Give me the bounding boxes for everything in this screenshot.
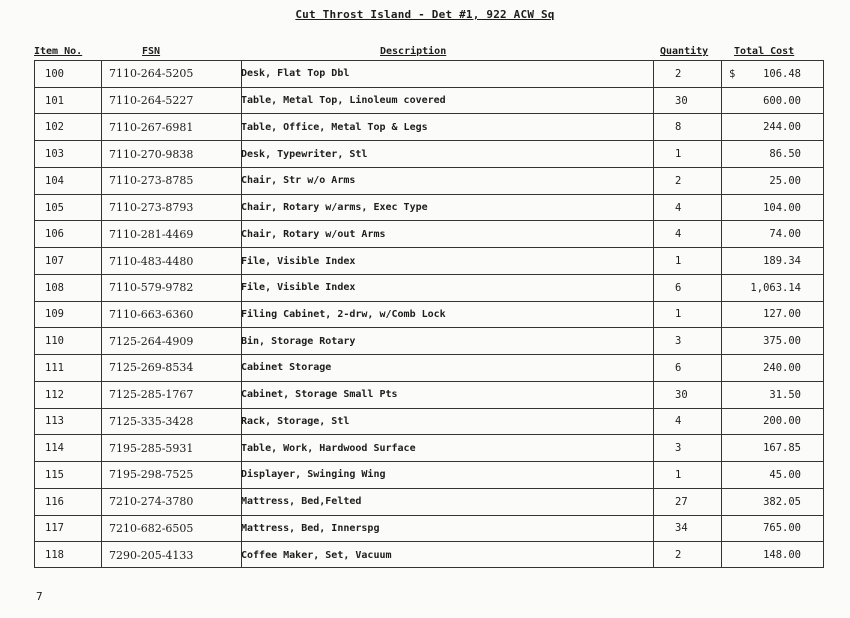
table-row: [35, 355, 823, 382]
fsn-number: 7110-483-4480: [109, 254, 194, 268]
fsn-number: 7290-205-4133: [109, 548, 194, 562]
fsn-number: 7110-663-6360: [109, 307, 194, 321]
item-total-cost: 375.00: [763, 335, 801, 348]
item-number: 105: [45, 201, 64, 214]
item-description: Rack, Storage, Stl: [241, 415, 350, 427]
item-number: 102: [45, 121, 64, 134]
fsn-number: 7110-273-8785: [109, 174, 194, 188]
item-number: 116: [45, 495, 64, 508]
table-row: [35, 195, 823, 222]
page-title: Cut Throst Island - Det #1, 922 ACW Sq: [295, 8, 555, 21]
item-total-cost: 148.00: [763, 549, 801, 562]
item-total-cost: 1,063.14: [750, 281, 801, 294]
table-row: [35, 248, 823, 275]
table-row: [35, 328, 823, 355]
header-description: Description: [380, 46, 447, 57]
item-description: Cabinet, Storage Small Pts: [241, 389, 398, 401]
item-total-cost: 244.00: [763, 121, 801, 134]
fsn-number: 7110-579-9782: [109, 281, 194, 295]
item-description: Desk, Typewriter, Stl: [241, 148, 368, 160]
header-quantity: Quantity: [660, 46, 709, 57]
table-row: [35, 542, 823, 568]
item-description: Table, Work, Hardwood Surface: [241, 442, 416, 454]
item-total-cost: 31.50: [769, 388, 801, 401]
item-description: Cabinet Storage: [241, 362, 332, 374]
table-row: [35, 302, 823, 329]
item-description: File, Visible Index: [241, 282, 356, 294]
table-row: [35, 409, 823, 436]
item-number: 113: [45, 415, 64, 428]
table-row: [35, 516, 823, 543]
item-description: Filing Cabinet, 2-drw, w/Comb Lock: [241, 308, 446, 320]
item-description: Mattress, Bed,Felted: [241, 496, 362, 508]
fsn-number: 7110-264-5205: [109, 67, 194, 81]
item-quantity: 1: [675, 468, 682, 481]
item-number: 108: [45, 281, 64, 294]
fsn-number: 7125-285-1767: [109, 388, 194, 402]
item-number: 100: [45, 67, 64, 80]
item-total-cost: 167.85: [763, 442, 801, 455]
fsn-number: 7110-270-9838: [109, 147, 194, 161]
item-description: Bin, Storage Rotary: [241, 335, 356, 347]
item-number: 109: [45, 308, 64, 321]
table-row: [35, 435, 823, 462]
item-quantity: 3: [675, 442, 682, 455]
table-row: [35, 489, 823, 516]
item-quantity: 4: [675, 415, 682, 428]
item-number: 115: [45, 468, 64, 481]
table-row: [35, 88, 823, 115]
table-row: [35, 61, 823, 88]
item-quantity: 6: [675, 361, 682, 374]
item-description: Mattress, Bed, Innerspg: [241, 522, 380, 534]
item-quantity: 30: [675, 94, 688, 107]
item-quantity: 3: [675, 335, 682, 348]
header-fsn: FSN: [142, 46, 161, 57]
item-quantity: 4: [675, 228, 682, 241]
item-number: 104: [45, 174, 64, 187]
item-total-cost: 200.00: [763, 415, 801, 428]
item-total-cost: 106.48: [763, 67, 801, 80]
item-description: Chair, Str w/o Arms: [241, 175, 356, 187]
item-total-cost: 240.00: [763, 361, 801, 374]
fsn-number: 7210-274-3780: [109, 495, 194, 509]
item-total-cost: 600.00: [763, 94, 801, 107]
inventory-table: [34, 60, 824, 568]
item-quantity: 4: [675, 201, 682, 214]
item-quantity: 27: [675, 495, 688, 508]
item-number: 114: [45, 442, 64, 455]
item-number: 101: [45, 94, 64, 107]
item-total-cost: 104.00: [763, 201, 801, 214]
table-row: [35, 275, 823, 302]
table-row: [35, 114, 823, 141]
item-number: 107: [45, 255, 64, 268]
item-description: Table, Metal Top, Linoleum covered: [241, 95, 446, 107]
item-description: File, Visible Index: [241, 255, 356, 267]
item-total-cost: 127.00: [763, 308, 801, 321]
item-total-cost: 74.00: [769, 228, 801, 241]
item-number: 103: [45, 148, 64, 161]
item-quantity: 34: [675, 522, 688, 535]
fsn-number: 7110-267-6981: [109, 120, 194, 134]
fsn-number: 7110-281-4469: [109, 227, 194, 241]
item-description: Desk, Flat Top Dbl: [241, 68, 350, 80]
item-total-cost: 189.34: [763, 255, 801, 268]
item-quantity: 1: [675, 255, 682, 268]
item-quantity: 30: [675, 388, 688, 401]
item-description: Chair, Rotary w/out Arms: [241, 228, 386, 240]
currency-symbol: $: [729, 67, 736, 80]
fsn-number: 7125-269-8534: [109, 361, 194, 375]
item-quantity: 8: [675, 121, 682, 134]
item-description: Displayer, Swinging Wing: [241, 469, 386, 481]
item-total-cost: 382.05: [763, 495, 801, 508]
item-quantity: 1: [675, 308, 682, 321]
fsn-number: 7110-273-8793: [109, 201, 194, 215]
item-total-cost: 86.50: [769, 148, 801, 161]
item-description: Table, Office, Metal Top & Legs: [241, 121, 428, 133]
page-number: 7: [36, 590, 43, 603]
fsn-number: 7195-285-5931: [109, 441, 194, 455]
item-total-cost: 45.00: [769, 468, 801, 481]
fsn-number: 7125-264-4909: [109, 334, 194, 348]
item-description: Coffee Maker, Set, Vacuum: [241, 549, 392, 561]
table-row: [35, 221, 823, 248]
item-quantity: 1: [675, 148, 682, 161]
item-quantity: 6: [675, 281, 682, 294]
item-total-cost: 25.00: [769, 174, 801, 187]
item-quantity: 2: [675, 67, 682, 80]
item-number: 117: [45, 522, 64, 535]
table-row: [35, 141, 823, 168]
item-quantity: 2: [675, 549, 682, 562]
table-row: [35, 382, 823, 409]
fsn-number: 7195-298-7525: [109, 468, 194, 482]
item-total-cost: 765.00: [763, 522, 801, 535]
fsn-number: 7125-335-3428: [109, 414, 194, 428]
item-number: 118: [45, 549, 64, 562]
header-item-no: Item No.: [34, 46, 83, 57]
item-quantity: 2: [675, 174, 682, 187]
fsn-number: 7110-264-5227: [109, 94, 194, 108]
item-description: Chair, Rotary w/arms, Exec Type: [241, 202, 428, 214]
table-row: [35, 462, 823, 489]
fsn-number: 7210-682-6505: [109, 521, 194, 535]
item-number: 112: [45, 388, 64, 401]
item-number: 106: [45, 228, 64, 241]
table-row: [35, 168, 823, 195]
item-number: 111: [45, 361, 64, 374]
item-number: 110: [45, 335, 64, 348]
header-total-cost: Total Cost: [734, 46, 795, 57]
